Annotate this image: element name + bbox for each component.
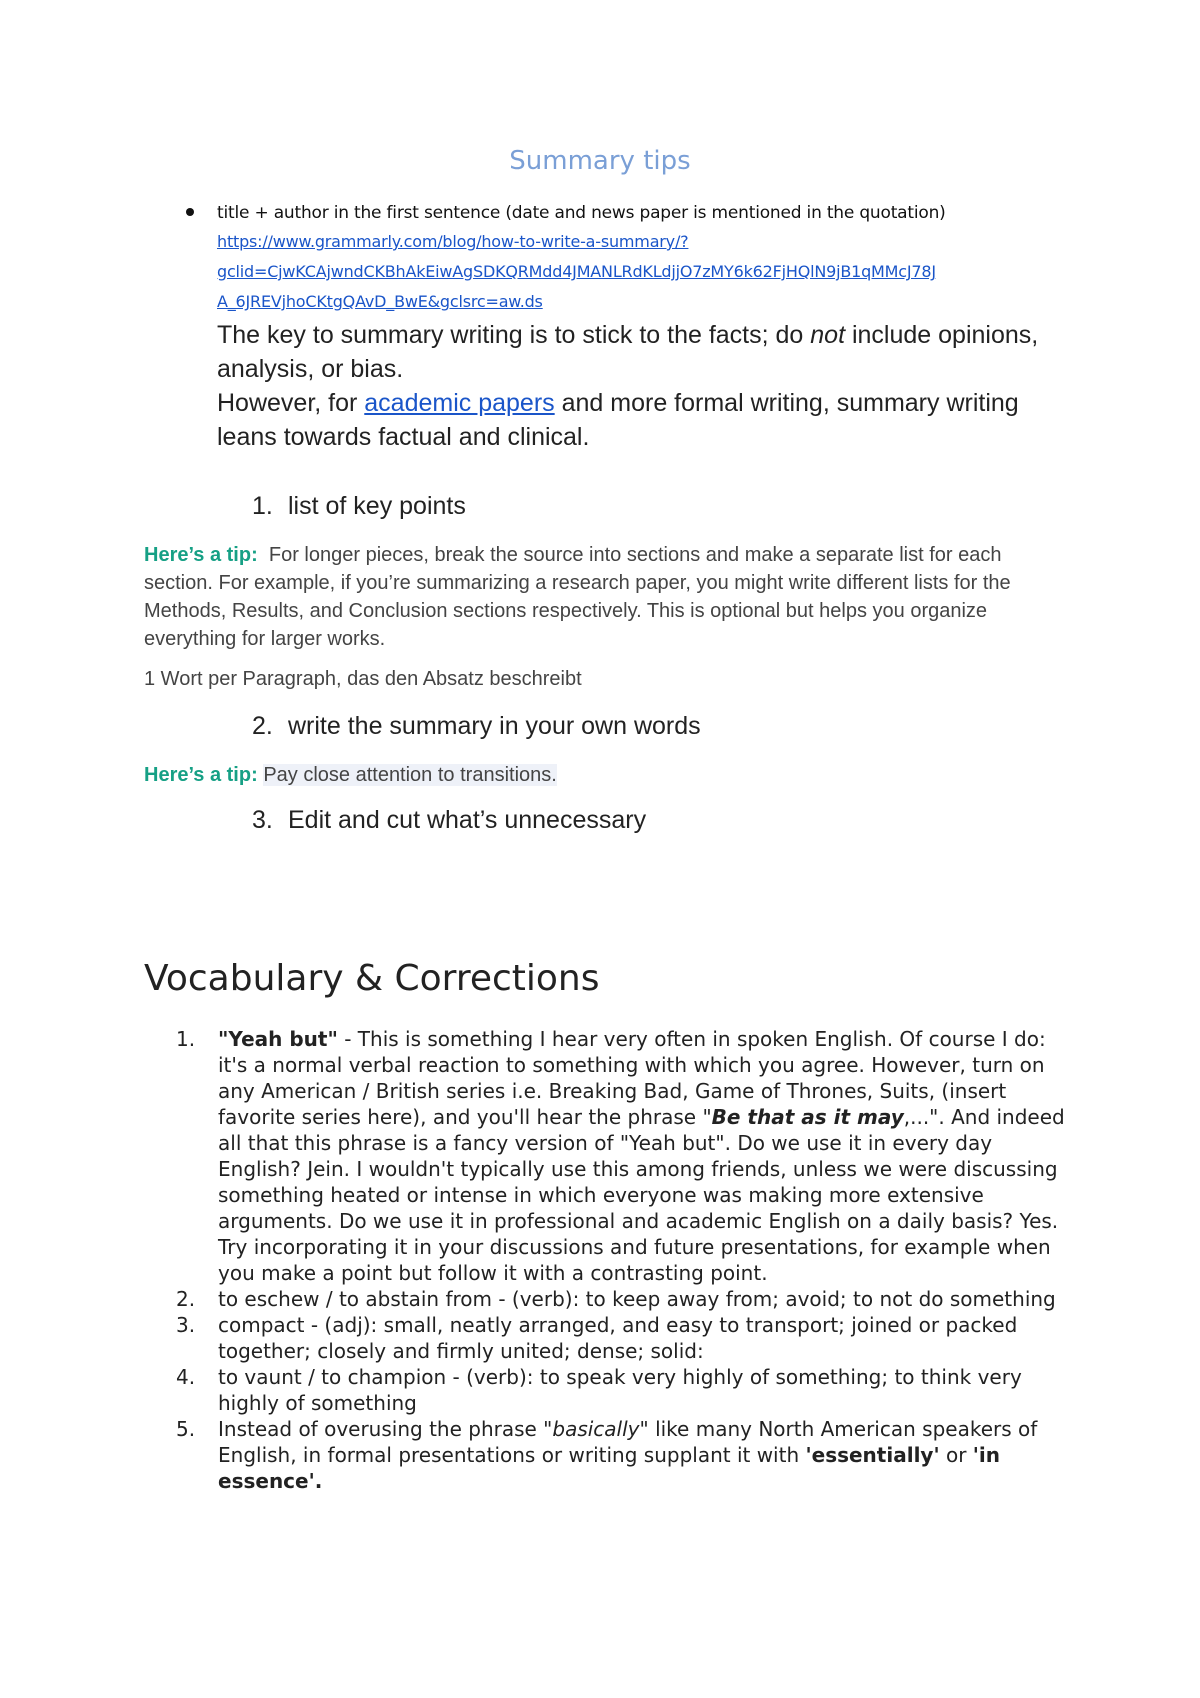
vocab-item [176, 1286, 1076, 1312]
key-text-2: include opinions, analysis, or bias. [217, 321, 1039, 383]
vocab-number: 4. [176, 1365, 196, 1389]
tip-text: Pay close attention to transitions. [263, 764, 557, 786]
step-text: write the summary in your own words [288, 712, 701, 740]
key-paragraph [217, 318, 1077, 454]
vocab-heading: Vocabulary & Corrections [144, 958, 600, 999]
vocab-bold: 'essentially' [805, 1443, 940, 1467]
bullet-text: title + author in the first sentence (date and news paper is mentioned in the quotation) [217, 203, 946, 223]
vocab-item [176, 1364, 1076, 1416]
vocab-text: or [939, 1443, 973, 1467]
vocab-text: to vaunt / to champion - (verb): to speak very highly of something; to think very highly of something [218, 1365, 1022, 1415]
vocab-text: " like many North American speakers of English, in formal presentations or writing supplant it with [218, 1417, 1038, 1467]
grammarly-link-line-1[interactable]: https://www.grammarly.com/blog/how-to-write-a-summary/? [217, 232, 689, 251]
tip-label: Here’s a tip: [144, 544, 258, 566]
tip-1 [144, 541, 1064, 653]
step-number: 3. [252, 806, 273, 834]
tip-text: For longer pieces, break the source into sections and make a separate list for each section. For example, if you’re summarizing a research paper, you might write different lists for the Methods, Results, and Conclusion sections respectively. This is optional but helps you organize everything for larger works. [144, 544, 1011, 650]
vocab-text: to eschew / to abstain from - (verb): to keep away from; avoid; to not do something [218, 1287, 1056, 1311]
german-note: 1 Wort per Paragraph, das den Absatz beschreibt [144, 668, 582, 690]
vocab-italic: basically [552, 1417, 640, 1441]
vocab-term: "Yeah but" [218, 1027, 338, 1051]
step-1-heading [252, 492, 466, 521]
vocab-number: 3. [176, 1313, 196, 1337]
vocab-text: ,...". And indeed all that this phrase is a fancy version of "Yeah but". Do we use it in every day English? Jein. I wouldn't typically use this among friends, unless we were discussing something heated or intense in which everyone was making more extensive arguments. Do we use it in professional and academic English on a daily basis? Yes. Try incorporating it in your discussions and future presentations, for example when you make a point but follow it with a contrasting point. [218, 1105, 1065, 1285]
step-3-heading [252, 806, 646, 835]
vocab-phrase: Be that as it may [711, 1105, 904, 1129]
vocab-number: 1. [176, 1027, 196, 1051]
grammarly-link-line-2[interactable]: gclid=CjwKCAjwndCKBhAkEiwAgSDKQRMdd4JMANLRdKLdjjO7zMY6k62FjHQlN9jB1qMMcJ78J [217, 262, 936, 281]
vocab-number: 2. [176, 1287, 196, 1311]
step-number: 2. [252, 712, 273, 740]
key-text-3: However, for [217, 389, 365, 417]
grammarly-link-line-3[interactable]: A_6JREVjhoCKtgQAvD_BwE&gclsrc=aw.ds [217, 292, 543, 311]
vocab-item [176, 1416, 1076, 1494]
tip-label: Here’s a tip: [144, 764, 258, 786]
vocab-number: 5. [176, 1417, 196, 1441]
step-text: Edit and cut what’s unnecessary [288, 806, 647, 834]
vocab-list [176, 1026, 1076, 1494]
key-text-4: and more formal writing, summary writing leans towards factual and clinical. [217, 389, 1019, 451]
vocab-text: Instead of overusing the phrase " [218, 1417, 553, 1441]
key-text-1: The key to summary writing is to stick to the facts; do [217, 321, 811, 349]
page-title: Summary tips [509, 146, 691, 176]
academic-papers-link[interactable]: academic papers [364, 389, 555, 417]
step-number: 1. [252, 492, 273, 520]
step-text: list of key points [288, 492, 466, 520]
bullet-dot [186, 208, 194, 216]
vocab-text: - This is something I hear very often in spoken English. Of course I do: it's a normal verbal reaction to something with which you agree. However, turn on any American / British series i.e. Breaking Bad, Game of Thrones, Suits, (insert favorite series here), and you'll hear the phrase " [218, 1027, 1046, 1129]
tip-2 [144, 761, 1064, 789]
vocab-item [176, 1312, 1076, 1364]
vocab-item [176, 1026, 1076, 1286]
vocab-bold: 'in essence'. [218, 1443, 1000, 1493]
key-not: not [810, 321, 846, 349]
step-2-heading [252, 712, 701, 741]
vocab-text: compact - (adj): small, neatly arranged, and easy to transport; joined or packed together; closely and firmly united; dense; solid: [218, 1313, 1018, 1363]
